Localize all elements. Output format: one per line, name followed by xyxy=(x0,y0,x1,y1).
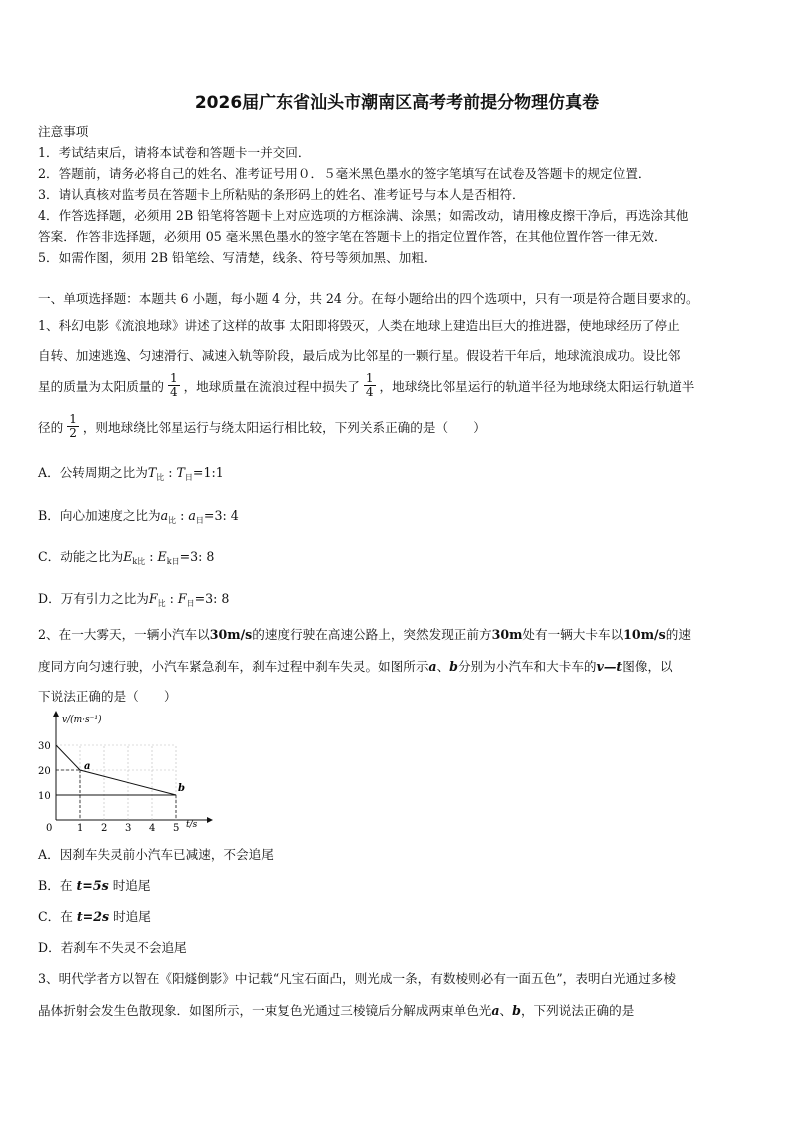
page-title: 2026届广东省汕头市潮南区高考考前提分物理仿真卷 xyxy=(194,93,600,113)
series-label-b: b xyxy=(178,783,185,794)
section-heading: 一、单项选择题：本题共 6 小题，每小题 4 分，共 24 分。在每小题给出的四个选项中，只有一项是符合题目要求的。 xyxy=(38,291,699,306)
y-tick-label: 20 xyxy=(38,766,51,777)
y-tick-label: 30 xyxy=(38,741,51,752)
x-tick-label: 2 xyxy=(101,823,108,833)
notice-item: 答案．作答非选择题，必须用 05 毫米黑色墨水的签字笔在答题卡上的指定位置作答，在其他位置作答一律无效． xyxy=(38,229,667,244)
x-tick-label: 3 xyxy=(125,823,132,833)
fraction-one-quarter: $\frac{1}{4}$ xyxy=(365,371,374,399)
series-label-a: a xyxy=(84,761,91,772)
q2-option-a: A．因刹车失灵前小汽车已减速，不会追尾 xyxy=(38,847,274,862)
q1-text-line3 xyxy=(38,372,694,398)
q1-text: 自转、加速逃逸、匀速滑行、减速入轨等阶段，最后成为比邻星的一颗行星。假设若干年后，地球流浪成功。设比邻 xyxy=(38,348,681,363)
q1-text: 径的 xyxy=(38,419,64,435)
notice-item: 1．考试结束后，请将本试卷和答题卡一并交回． xyxy=(38,145,311,160)
fraction-one-half: $\frac{1}{2}$ xyxy=(69,412,77,440)
q2-text: 下说法正确的是（ ） xyxy=(38,689,177,704)
y-tick-label: 10 xyxy=(38,791,51,802)
q1-option-c: C．动能之比为$E_{k比}$ : $E_{k日}=3$: 8 xyxy=(38,549,215,566)
x-tick-label: 4 xyxy=(149,823,156,833)
q1-text: ，地球质量在流浪过程中损失了 xyxy=(183,378,360,394)
q3-text: 3、明代学者方以智在《阳燧倒影》中记载“凡宝石面凸，则光成一条，有数棱则必有一面五色”，表明白光通过多棱 xyxy=(38,971,676,986)
q2-option-d: D．若刹车不失灵不会追尾 xyxy=(38,940,187,955)
q1-option-a: A．公转周期之比为$T_比$ : $T_日=1:1$ xyxy=(38,465,224,482)
notice-item: 3．请认真核对监考员在答题卡上所粘贴的条形码上的姓名、准考证号与本人是否相符． xyxy=(38,187,525,202)
x-axis-label: t/s xyxy=(186,820,198,830)
q1-option-d: D．万有引力之比为$F_比$ : $F_日=3$: 8 xyxy=(38,591,230,608)
notice-heading: 注意事项 xyxy=(38,124,89,139)
x-tick-label: 5 xyxy=(173,823,180,833)
q2-option-c: C．在 t=2s 时追尾 xyxy=(38,909,151,924)
notice-item: 5．如需作图，须用 2B 铅笔绘、写清楚，线条、符号等须加黑、加粗． xyxy=(38,250,437,265)
y-axis-label: v/(m·s⁻¹) xyxy=(62,715,102,725)
vt-graph xyxy=(34,708,214,833)
x-tick-label: 1 xyxy=(77,823,84,833)
q1-text: 星的质量为太阳质量的 xyxy=(38,378,164,394)
q1-text: 1、科幻电影《流浪地球》讲述了这样的故事 太阳即将毁灭，人类在地球上建造出巨大的推进器，使地球经历了停止 xyxy=(38,318,680,333)
q1-text: ，则地球绕比邻星运行与绕太阳运行相比较，下列关系正确的是（ ） xyxy=(82,419,486,435)
x-tick-label: 0 xyxy=(46,823,53,833)
q2-text-line2: 度同方向匀速行驶，小汽车紧急刹车，刹车过程中刹车失灵。如图所示a、b分别为小汽车和大卡车的v—t图像，以 xyxy=(38,659,673,674)
q3-text-line2: 晶体折射会发生色散现象．如图所示，一束复色光通过三棱镜后分解成两束单色光a、b，下列说法正确的是 xyxy=(38,1003,635,1018)
q1-text: ，地球绕比邻星运行的轨道半径为地球绕太阳运行轨道半 xyxy=(379,378,695,394)
q2-option-b: B．在 t=5s 时追尾 xyxy=(38,878,151,893)
fraction-one-quarter: $\frac{1}{4}$ xyxy=(169,371,178,399)
notice-item: 2．答题前，请务必将自己的姓名、准考证号用０．５毫米黑色墨水的签字笔填写在试卷及答题卡的规定位置． xyxy=(38,166,651,181)
q1-text-line4 xyxy=(38,413,486,439)
q1-option-b: B．向心加速度之比为$a_比$ : $a_日=3$: 4 xyxy=(38,508,239,525)
notice-item: 4．作答选择题，必须用 2B 铅笔将答题卡上对应选项的方框涂满、涂黑；如需改动，请用橡皮擦干净后，再选涂其他 xyxy=(38,208,689,223)
q2-text-line1: 2、在一大雾天，一辆小汽车以30m/s的速度行驶在高速公路上，突然发现正前方30m处有一辆大卡车以10m/s的速 xyxy=(38,627,691,642)
